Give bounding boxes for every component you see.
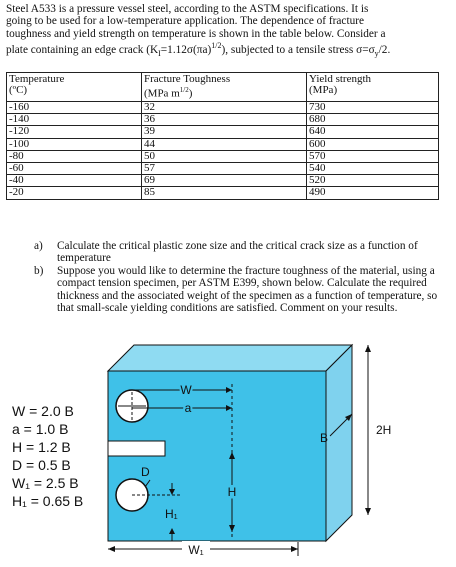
cell-yield-strength: 540: [307, 163, 439, 175]
table-row: [7, 114, 439, 126]
label-W: W: [180, 383, 192, 397]
label-a: a: [184, 401, 192, 415]
header-yield-strength: Yield strength (MPa): [307, 73, 439, 102]
dim-W1: W₁ = 2.5 B: [12, 475, 79, 491]
problem-intro: [6, 3, 448, 61]
table-row: [7, 126, 439, 138]
question-list: [34, 240, 439, 314]
dim-D: D = 0.5 B: [12, 457, 71, 473]
label-D: D: [141, 465, 150, 479]
cell-fracture-toughness: 50: [142, 150, 307, 162]
dim-W: W = 2.0 B: [12, 403, 74, 419]
label-H: H: [227, 485, 237, 499]
specimen-side-face: [326, 345, 352, 541]
cell-temperature: -80: [7, 150, 142, 162]
cell-yield-strength: 570: [307, 150, 439, 162]
intro-line: going to be used for a low-temperature application. The dependence of fracture: [6, 15, 365, 28]
cell-temperature: -60: [7, 163, 142, 175]
specimen-top-face: [108, 345, 352, 371]
cell-yield-strength: 520: [307, 175, 439, 187]
cell-fracture-toughness: 85: [142, 187, 307, 199]
label-W1: W₁: [188, 543, 204, 557]
compact-tension-figure: [0, 340, 456, 567]
dim-H: H = 1.2 B: [12, 439, 71, 455]
cell-fracture-toughness: 36: [142, 114, 307, 126]
table-row: [7, 175, 439, 187]
table-row: [7, 150, 439, 162]
table-row: [7, 187, 439, 199]
cell-temperature: -160: [7, 102, 142, 114]
cell-temperature: -40: [7, 175, 142, 187]
cell-temperature: -100: [7, 138, 142, 150]
table-row: [7, 138, 439, 150]
cell-yield-strength: 730: [307, 102, 439, 114]
cell-temperature: -140: [7, 114, 142, 126]
table-row: [7, 102, 439, 114]
cell-fracture-toughness: 57: [142, 163, 307, 175]
cell-yield-strength: 680: [307, 114, 439, 126]
label-B: B: [320, 431, 329, 445]
header-temperature: Temperature (ºC): [7, 73, 142, 102]
properties-table: [6, 72, 439, 200]
cell-temperature: -20: [7, 187, 142, 199]
table-row: [7, 163, 439, 175]
label-2H: 2H: [376, 423, 392, 437]
intro-line: plate containing an edge crack $(K_I=1.12\sigma(\pi a)^{1/2})$, subjected to a tensile stress $\sigma=\sigma_y/2$.: [6, 41, 391, 59]
header-fracture-toughness: Fracture Toughness (MPa $m^{1/2}$): [142, 73, 307, 102]
dimension-list: [12, 402, 83, 510]
cell-fracture-toughness: 44: [142, 138, 307, 150]
question-a: a) Calculate the critical plastic zone size and the critical crack size as a function of temperature: [34, 240, 418, 265]
cell-fracture-toughness: 69: [142, 175, 307, 187]
dim-a: a = 1.0 B: [12, 421, 69, 437]
cell-yield-strength: 490: [307, 187, 439, 199]
cell-yield-strength: 600: [307, 138, 439, 150]
cell-fracture-toughness: 32: [142, 102, 307, 114]
cell-temperature: -120: [7, 126, 142, 138]
label-H1: H₁: [165, 507, 178, 521]
dim-H1: H₁ = 0.65 B: [12, 493, 84, 509]
cell-yield-strength: 640: [307, 126, 439, 138]
cell-fracture-toughness: 39: [142, 126, 307, 138]
intro-line: toughness and yield strength on temperature is shown in the table below. Consider a: [6, 27, 386, 40]
table-header-row: [7, 73, 439, 102]
intro-line: Steel A533 is a pressure vessel steel, according to the ASTM specifications. It is: [6, 3, 369, 15]
question-b: b) Suppose you would like to determine the fracture toughness of the material, using a compact tension specimen, per ASTM E399, shown below. Calculate the required thickness and the associated weight of the specimen as a function of temperature, so that small-scale yielding conditions are satisfied. Comment on your results.: [34, 264, 438, 315]
